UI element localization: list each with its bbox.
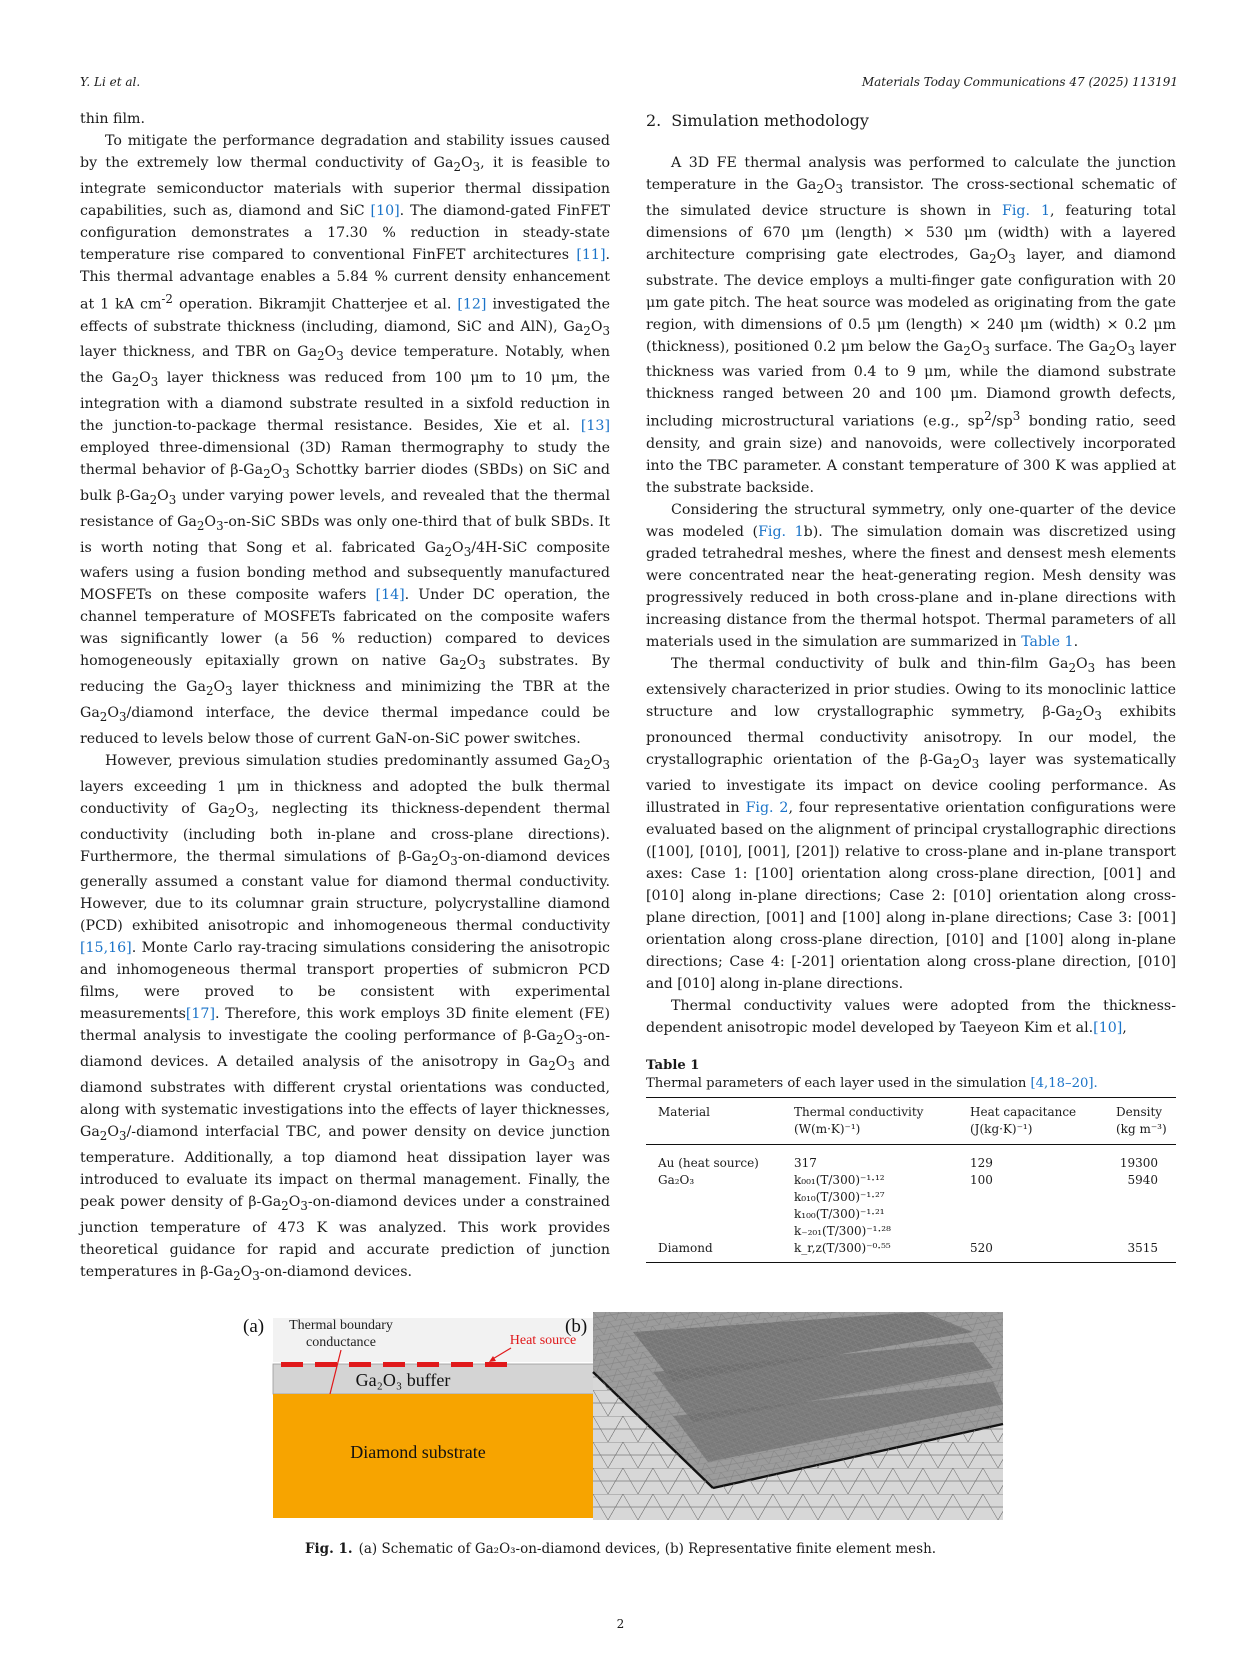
running-head-authors: Y. Li et al.	[80, 75, 141, 89]
panel-label-b: (b)	[565, 1316, 588, 1337]
page-number: 2	[616, 1617, 625, 1631]
section-heading: 2. Simulation methodology	[646, 111, 869, 130]
table-label: Table 1	[646, 1058, 700, 1073]
right-column	[646, 108, 1176, 1039]
table-link[interactable]: Table 1	[1021, 634, 1074, 651]
table-1	[646, 1058, 1176, 1263]
paragraph: To mitigate the performance degradation and stability issues caused by the extremely low thermal conductivity of $Ga_2O_3$, it is feasible to integrate semiconductor materials with superior thermal dissipation capabilities, such as, diamond and SiC [10]. The diamond-gated FinFET configuration demonstrates a 17.30 % reduction in steady-state temperature rise compared to conventional FinFET architectures [11]. This thermal advantage enables a 5.84 % current density enhancement at 1 kA $cm^{-2}$ operation. Bikramjit Chatterjee et al. [12] investigated the effects of substrate thickness (including, diamond, SiC and AlN), $Ga_2O_3$ layer thickness, and TBR on $Ga_2O_3$ device temperature. Notably, when the $Ga_2O_3$ layer thickness was reduced from 100 μm to 10 μm, the integration with a diamond substrate resulted in a sixfold reduction in the junction-to-package thermal resistance. Besides, Xie et al. [13] employed three-dimensional (3D) Raman thermography to study the thermal behavior of $\beta-Ga_2O_3$ Schottky barrier diodes (SBDs) on SiC and bulk $\beta-Ga_2O_3$ under varying power levels, and revealed that the thermal resistance of $Ga_2O_3-on$-SiC SBDs was only one-third that of bulk SBDs. It is worth noting that Song et al. fabricated $Ga_2O_3/4H$-SiC composite wafers using a fusion bonding method and subsequently manufactured MOSFETs on these composite wafers [14]. Under DC operation, the channel temperature of MOSFETs fabricated on the composite wafers was significantly lower (a 56 % reduction) compared to devices homogeneously epitaxially grown on native $Ga_2O_3$ substrates. By reducing the $Ga_2O_3$ layer thickness and minimizing the TBR at the $Ga_2O_3$/diamond interface, the device thermal impedance could be reduced to levels below those of current GaN-on-SiC power switches.	[80, 133, 610, 747]
paragraph: However, previous simulation studies predominantly assumed $Ga_2O_3$ layers exceeding 1 μm in thickness and adopted the bulk thermal conductivity of $Ga_2O_3$, neglecting its thickness-dependent thermal conductivity (including both in-plane and cross-plane directions). Furthermore, the thermal simulations of $\beta-Ga_2O_3-on$-diamond devices generally assumed a constant value for diamond thermal conductivity. However, due to its columnar grain structure, polycrystalline diamond (PCD) exhibited anisotropic and inhomogeneous thermal conductivity [15,16]. Monte Carlo ray-tracing simulations considering the anisotropic and inhomogeneous thermal transport properties of submicron PCD films, were proved to be consistent with experimental measurements[17]. Therefore, this work employs 3D finite element (FE) thermal analysis to investigate the cooling performance of $\beta-Ga_2O_3-on$-diamond devices. A detailed analysis of the anisotropy in $Ga_2O_3$ and diamond substrates with different crystal orientations was conducted, along with systematic investigations into the effects of layer thicknesses, $Ga_2O_3/$-diamond interfacial TBC, and power density on device junction temperature. Additionally, a top diamond heat dissipation layer was introduced to evaluate its impact on thermal management. Finally, the peak power density of $\beta-Ga_2O_3-on$-diamond devices under a constrained junction temperature of 473 K was analyzed. This work provides theoretical guidance for rapid and accurate prediction of junction temperatures in $\beta-Ga_2O_3-on$-diamond devices.	[80, 752, 611, 1283]
table-row: Diamond k_r,z(T/300)⁻⁰·⁵⁵ 520 3515	[646, 1240, 1176, 1263]
citation-link[interactable]: [17]	[185, 1006, 215, 1023]
figure-1a-schematic	[243, 1312, 605, 1520]
table-caption: Thermal parameters of each layer used in the simulation [4,18–20].	[646, 1076, 1098, 1091]
citation-link[interactable]: [12]	[457, 296, 487, 313]
citation-link[interactable]: [11]	[576, 246, 606, 263]
paragraph: Thermal conductivity values were adopted from the thickness-dependent anisotropic model developed by Taeyeon Kim et al.[10],	[646, 997, 1176, 1036]
figure-link[interactable]: Fig. 1	[758, 524, 804, 541]
figure-1-caption: Fig. 1. (a) Schematic of Ga₂O₃-on-diamond devices, (b) Representative finite element mesh.	[304, 1541, 937, 1557]
tbc-label-line1: Thermal boundary	[289, 1318, 393, 1333]
buffer-label: Ga₂O₃ buffer	[355, 1370, 451, 1390]
figure-1b-mesh	[565, 1312, 1003, 1520]
data-table	[646, 1097, 1176, 1263]
tbc-label-line2: conductance	[306, 1335, 376, 1350]
column-header: Material	[658, 1105, 710, 1119]
figure-link[interactable]: Fig. 2	[745, 799, 789, 816]
citation-link[interactable]: [13]	[580, 418, 610, 435]
paragraph: The thermal conductivity of bulk and thin-film $Ga_2O_3$ has been extensively characterized in prior studies. Owing to its monoclinic lattice structure and low crystallographic symmetry, $\beta-Ga_2O_3$ exhibits pronounced thermal conductivity anisotropy. In our model, the crystallographic orientation of the $\beta-Ga_2O_3$ layer was systematically varied to investigate its impact on device cooling performance. As illustrated in Fig. 2, four representative orientation configurations were evaluated based on the alignment of principal crystallographic directions ([100], [010], [001], [201]) relative to cross-plane and in-plane transport axes: Case 1: [100] orientation along cross-plane direction, [001] and [010] along in-plane directions; Case 2: [010] orientation along cross-plane direction, [001] and [100] along in-plane directions; Case 3: [001] orientation along cross-plane direction, [010] and [100] along in-plane directions; Case 4: [-201] orientation along cross-plane direction, [010] and [010] along in-plane directions.	[646, 656, 1176, 992]
running-head-journal: Materials Today Communications 47 (2025) 113191	[861, 75, 1178, 89]
heat-source-label: Heat source	[509, 1333, 577, 1348]
column-header: Thermal conductivity (W(m·K)⁻¹)	[794, 1105, 924, 1136]
figure-link[interactable]: Fig. 1	[1001, 202, 1051, 219]
column-header: Density (kg m⁻³)	[1116, 1105, 1167, 1136]
citation-link[interactable]: [4,18–20].	[1030, 1076, 1098, 1091]
paragraph: Considering the structural symmetry, only one-quarter of the device was modeled (Fig. 1b). The simulation domain was discretized using graded tetrahedral meshes, where the finest and densest mesh elements were concentrated near the heat-generating region. Mesh density was progressively reduced in both cross-plane and in-plane directions with increasing distance from the thermal hotspot. Thermal parameters of all materials used in the simulation are summarized in Table 1.	[646, 502, 1176, 651]
table-row: Au (heat source) 317 129 19300	[658, 1156, 1158, 1170]
citation-link[interactable]: [10]	[1093, 1019, 1123, 1036]
citation-link[interactable]: [15,16]	[80, 940, 132, 957]
citation-link[interactable]: [10]	[370, 202, 400, 219]
left-column	[80, 108, 610, 1286]
paragraph: thin film.	[80, 111, 145, 127]
citation-link[interactable]: [14]	[375, 587, 405, 604]
paragraph: A 3D FE thermal analysis was performed to calculate the junction temperature in the $Ga_2O_3$ transistor. The cross-sectional schematic of the simulated device structure is shown in Fig. 1, featuring total dimensions of 670 μm (length) × 530 μm (width) with a layered architecture comprising gate electrodes, $Ga_2O_3$ layer, and diamond substrate. The device employs a multi-finger gate configuration with 20 μm gate pitch. The heat source was modeled as originating from the gate region, with dimensions of 0.5 μm (length) × 240 μm (width) × 0.2 μm (thickness), positioned 0.2 μm below the $Ga_2O_3$ surface. The $Ga_2O_3$ layer thickness was varied from 0.4 to 9 μm, while the diamond substrate thickness ranged between 20 and 100 μm. Diamond growth defects, including microstructural variations (e.g., $sp^2/sp^3$ bonding ratio, seed density, and grain size) and nanovoids, were collectively incorporated into the TBC parameter. A constant temperature of 300 K was applied at the substrate backside.	[646, 155, 1177, 497]
table-row: Ga₂O₃ k₀₀₁(T/300)⁻¹·¹² k₀₁₀(T/300)⁻¹·²⁷ k₁₀₀(T/300)⁻¹·²¹ k₋₂₀₁(T/300)⁻¹·²⁸ 100 5940	[658, 1173, 1158, 1238]
column-header: Heat capacitance (J(kg·K)⁻¹)	[970, 1105, 1077, 1136]
panel-label-a: (a)	[243, 1316, 265, 1337]
substrate-label: Diamond substrate	[350, 1442, 486, 1462]
